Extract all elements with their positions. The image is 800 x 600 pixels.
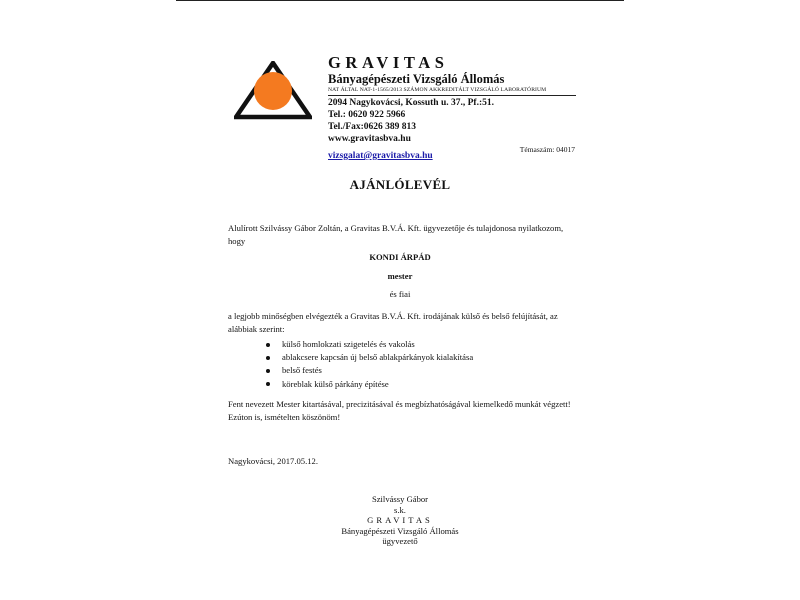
company-phone: Tel.: 0620 922 5966: [328, 110, 406, 120]
list-item-text: ablakcsere kapcsán új belső ablakpárkányok kialakítása: [282, 352, 474, 363]
bullet-icon: [266, 343, 270, 347]
company-website: www.gravitasbva.hu: [328, 134, 411, 144]
company-name: GRAVITAS: [328, 53, 449, 72]
signer-role: ügyvezető: [382, 536, 418, 546]
list-item-text: belső festés: [282, 365, 322, 376]
work-items-list: [268, 338, 473, 391]
list-item: [268, 351, 473, 364]
company-address: 2094 Nagykovácsi, Kossuth u. 37., Pf.:51.: [328, 98, 494, 108]
signature-org: Bányagépészeti Vizsgáló Állomás: [341, 525, 459, 536]
signer-name: Szilvássy Gábor: [371, 494, 429, 504]
signature-sk: s.k.: [394, 504, 406, 515]
list-item-text: köreblak külső párkány építése: [282, 378, 389, 389]
top-border-line: [176, 0, 624, 1]
company-fax: Tel./Fax:0626 389 813: [328, 122, 417, 132]
work-statement: a legjobb minőségben elvégezték a Gravitas B.V.Á. Kft. irodájának külső és belső felújítását, az alábbiak szerint:: [228, 311, 558, 334]
recipient-title: mester: [387, 271, 413, 281]
list-item: [268, 378, 473, 391]
signature-company: GRAVITAS: [367, 515, 433, 525]
letter-title: AJÁNLÓLEVÉL: [349, 177, 451, 192]
accreditation-line: NAT ÁLTAL NAT-1-1565/2013 SZÁMON AKKREDITÁLT VIZSGÁLÓ LABORATÓRIUM: [328, 87, 576, 96]
intro-paragraph: Alulírott Szilvássy Gábor Zoltán, a Gravitas B.V.Á. Kft. ügyvezetője és tulajdonosa nyilatkozom, hogy: [228, 223, 564, 246]
bullet-icon: [266, 369, 270, 373]
closing-paragraph: Fent nevezett Mester kitartásával, precizitásával és megbízhatóságával kiemelkedő munkát végzett! Ezúton is, ismételten köszönöm!: [228, 399, 571, 422]
letter-date: Nagykovácsi, 2017.05.12.: [228, 456, 318, 466]
bullet-icon: [266, 382, 270, 386]
recipient-name: KONDI ÁRPÁD: [369, 252, 431, 262]
bullet-icon: [266, 356, 270, 360]
reference-number: Témaszám: 04017: [519, 145, 575, 154]
gravitas-logo-icon: [234, 61, 312, 121]
company-email-link[interactable]: vizsgalat@gravitasbva.hu: [328, 151, 433, 161]
signature-block: [0, 494, 800, 547]
recipient-suffix: és fiai: [389, 289, 411, 299]
list-item-text: külső homlokzati szigetelés és vakolás: [282, 339, 415, 349]
company-subtitle: Bányagépészeti Vizsgáló Állomás: [328, 72, 505, 86]
list-item: [268, 364, 473, 377]
list-item: [268, 338, 473, 351]
